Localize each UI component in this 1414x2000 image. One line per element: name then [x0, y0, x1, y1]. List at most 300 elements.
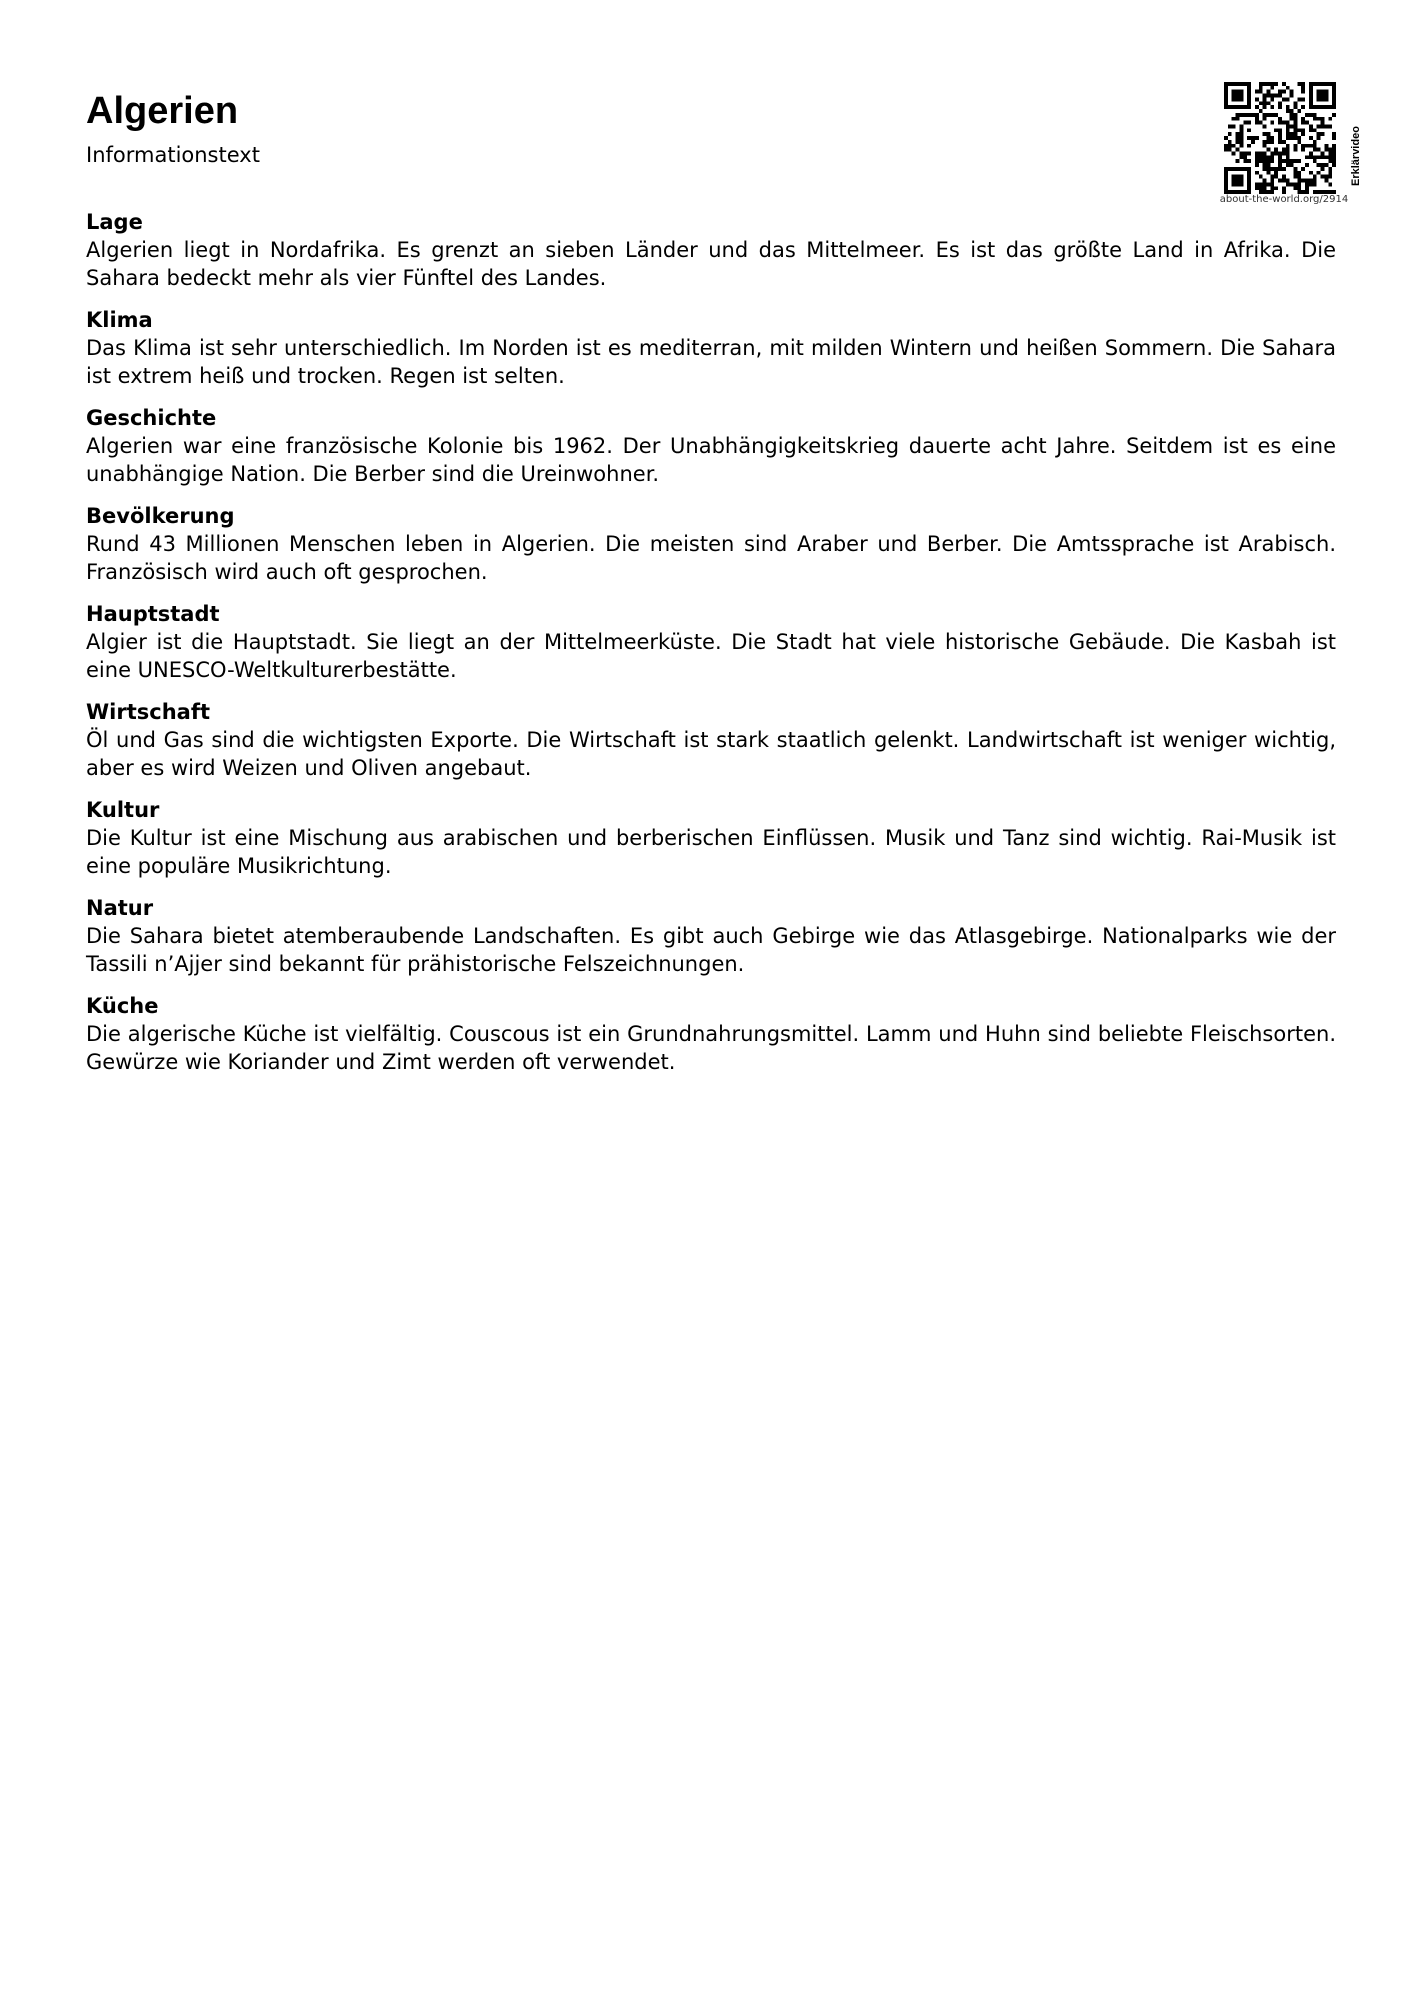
qr-module: [1294, 121, 1298, 125]
qr-module: [1321, 167, 1325, 171]
qr-module: [1324, 97, 1328, 101]
qr-module: [1239, 94, 1243, 98]
qr-module: [1317, 82, 1321, 86]
qr-module: [1270, 113, 1274, 117]
qr-module: [1301, 179, 1305, 183]
qr-module: [1324, 94, 1328, 98]
qr-url[interactable]: about-the-world.org/2914: [1219, 194, 1349, 205]
qr-module: [1305, 179, 1309, 183]
qr-module: [1274, 152, 1278, 156]
section-heading: Hauptstadt: [86, 602, 220, 626]
qr-module: [1243, 105, 1247, 109]
qr-module: [1286, 155, 1290, 159]
qr-module: [1286, 109, 1290, 113]
qr-module: [1332, 82, 1336, 86]
qr-module: [1232, 175, 1236, 179]
qr-module: [1301, 144, 1305, 148]
qr-module: [1243, 121, 1247, 125]
qr-module: [1251, 113, 1255, 117]
qr-module: [1251, 136, 1255, 140]
qr-module: [1239, 182, 1243, 186]
qr-module: [1270, 97, 1274, 101]
qr-module: [1282, 97, 1286, 101]
qr-module: [1286, 182, 1290, 186]
section-text: Öl und Gas sind die wichtigsten Exporte. Die Wirtschaft ist stark staatlich gelenkt. Landwirtschaft ist weniger wichtig, aber es wird Weizen und Oliven angebaut.: [86, 728, 1336, 780]
qr-module: [1274, 94, 1278, 98]
qr-module: [1309, 144, 1313, 148]
qr-module: [1263, 186, 1267, 190]
qr-module: [1255, 121, 1259, 125]
qr-module: [1278, 128, 1282, 132]
qr-module: [1263, 82, 1267, 86]
qr-module: [1321, 97, 1325, 101]
qr-module: [1294, 144, 1298, 148]
qr-module: [1301, 132, 1305, 136]
qr-module: [1247, 90, 1251, 94]
qr-module: [1266, 90, 1270, 94]
qr-module: [1239, 124, 1243, 128]
qr-module: [1328, 117, 1332, 121]
section-heading: Geschichte: [86, 406, 217, 430]
qr-module: [1294, 167, 1298, 171]
section-text: Algier ist die Hauptstadt. Sie liegt an der Mittelmeerküste. Die Stadt hat viele historische Gebäude. Die Kasbah ist eine UNESCO-Weltkulturerbestätte.: [86, 630, 1336, 682]
qr-module: [1309, 136, 1313, 140]
qr-module: [1324, 124, 1328, 128]
qr-module: [1309, 128, 1313, 132]
qr-module: [1297, 186, 1301, 190]
qr-module: [1294, 175, 1298, 179]
qr-module: [1263, 94, 1267, 98]
qr-module: [1324, 144, 1328, 148]
qr-module: [1266, 167, 1270, 171]
qr-module: [1274, 167, 1278, 171]
qr-module: [1309, 155, 1313, 159]
qr-module: [1332, 155, 1336, 159]
qr-module: [1239, 140, 1243, 144]
qr-module: [1224, 186, 1228, 190]
qr-module: [1278, 140, 1282, 144]
qr-module: [1266, 132, 1270, 136]
qr-module: [1255, 97, 1259, 101]
qr-module: [1301, 121, 1305, 125]
qr-module: [1328, 105, 1332, 109]
qr-module: [1266, 155, 1270, 159]
qr-module: [1232, 90, 1236, 94]
qr-module: [1309, 182, 1313, 186]
qr-module: [1286, 105, 1290, 109]
qr-module: [1266, 163, 1270, 167]
qr-module: [1247, 136, 1251, 140]
qr-module: [1270, 94, 1274, 98]
qr-module: [1294, 136, 1298, 140]
section-geschichte: [86, 404, 1336, 488]
qr-module: [1263, 113, 1267, 117]
qr-module: [1309, 97, 1313, 101]
page-title: Algerien: [86, 90, 239, 132]
qr-module: [1266, 94, 1270, 98]
qr-module: [1228, 167, 1232, 171]
qr-module: [1224, 148, 1228, 152]
qr-module: [1270, 155, 1274, 159]
qr-module: [1259, 101, 1263, 105]
qr-module: [1324, 155, 1328, 159]
qr-module: [1286, 152, 1290, 156]
section-heading: Lage: [86, 210, 143, 234]
page-subtitle: Informationstext: [86, 143, 260, 167]
qr-module: [1247, 159, 1251, 163]
qr-module: [1266, 171, 1270, 175]
qr-module: [1266, 101, 1270, 105]
qr-module: [1259, 155, 1263, 159]
qr-module: [1317, 105, 1321, 109]
qr-module: [1282, 82, 1286, 86]
qr-module: [1309, 113, 1313, 117]
qr-module: [1286, 144, 1290, 148]
qr-module: [1236, 82, 1240, 86]
section-text: Algerien liegt in Nordafrika. Es grenzt an sieben Länder und das Mittelmeer. Es ist das größte Land in Afrika. Die Sahara bedeckt mehr als vier Fünftel des Landes.: [86, 238, 1336, 290]
section-heading: Kultur: [86, 798, 160, 822]
qr-module: [1309, 86, 1313, 90]
qr-module: [1313, 82, 1317, 86]
qr-module: [1294, 159, 1298, 163]
qr-module: [1305, 113, 1309, 117]
qr-module: [1313, 182, 1317, 186]
qr-module: [1247, 179, 1251, 183]
qr-module: [1332, 113, 1336, 117]
qr-module: [1332, 159, 1336, 163]
qr-module: [1305, 155, 1309, 159]
qr-module: [1321, 82, 1325, 86]
qr-module: [1255, 171, 1259, 175]
qr-module: [1294, 148, 1298, 152]
qr-module: [1247, 82, 1251, 86]
qr-module: [1274, 175, 1278, 179]
qr-module: [1282, 121, 1286, 125]
qr-module: [1232, 179, 1236, 183]
qr-module: [1263, 117, 1267, 121]
qr-module: [1228, 124, 1232, 128]
qr-module: [1259, 152, 1263, 156]
qr-module: [1224, 86, 1228, 90]
qr-module: [1255, 105, 1259, 109]
qr-module: [1228, 144, 1232, 148]
section-heading: Natur: [86, 896, 154, 920]
qr-module: [1317, 94, 1321, 98]
qr-module: [1239, 105, 1243, 109]
qr-module: [1266, 82, 1270, 86]
qr-module: [1324, 179, 1328, 183]
qr-module: [1328, 182, 1332, 186]
qr-module: [1321, 105, 1325, 109]
qr-module: [1313, 144, 1317, 148]
qr-module: [1290, 117, 1294, 121]
qr-module: [1328, 167, 1332, 171]
qr-module: [1278, 101, 1282, 105]
qr-module: [1301, 105, 1305, 109]
qr-module: [1263, 124, 1267, 128]
qr-module: [1255, 159, 1259, 163]
qr-module: [1286, 86, 1290, 90]
qr-module: [1317, 163, 1321, 167]
qr-module: [1270, 182, 1274, 186]
qr-module: [1297, 182, 1301, 186]
section-text: Die Kultur ist eine Mischung aus arabischen und berberischen Einflüssen. Musik und Tanz sind wichtig. Rai-Musik ist eine populäre Musikrichtung.: [86, 826, 1336, 878]
qr-module: [1313, 155, 1317, 159]
qr-module: [1328, 124, 1332, 128]
qr-module: [1259, 159, 1263, 163]
qr-module: [1247, 86, 1251, 90]
qr-module: [1309, 152, 1313, 156]
qr-module: [1270, 179, 1274, 183]
qr-module: [1332, 86, 1336, 90]
qr-module: [1266, 148, 1270, 152]
qr-module: [1239, 155, 1243, 159]
qr-module: [1278, 136, 1282, 140]
qr-module: [1236, 132, 1240, 136]
qr-module: [1247, 97, 1251, 101]
qr-module: [1313, 140, 1317, 144]
qr-module: [1305, 144, 1309, 148]
qr-module: [1259, 175, 1263, 179]
qr-module: [1263, 167, 1267, 171]
qr-module: [1290, 163, 1294, 167]
qr-module: [1263, 105, 1267, 109]
qr-module: [1263, 163, 1267, 167]
qr-module: [1278, 121, 1282, 125]
qr-module: [1321, 152, 1325, 156]
qr-module: [1301, 86, 1305, 90]
section-heading: Bevölkerung: [86, 504, 235, 528]
qr-module: [1282, 179, 1286, 183]
qr-module: [1263, 182, 1267, 186]
qr-module: [1328, 171, 1332, 175]
qr-module: [1232, 94, 1236, 98]
qr-module: [1297, 179, 1301, 183]
qr-module: [1294, 182, 1298, 186]
qr-module: [1328, 148, 1332, 152]
qr-module: [1290, 94, 1294, 98]
qr-module: [1321, 90, 1325, 94]
qr-module: [1286, 148, 1290, 152]
qr-module: [1243, 82, 1247, 86]
qr-module: [1232, 124, 1236, 128]
qr-module: [1294, 101, 1298, 105]
qr-module: [1332, 136, 1336, 140]
qr-module: [1286, 121, 1290, 125]
qr-module: [1324, 148, 1328, 152]
qr-module: [1309, 171, 1313, 175]
qr-module: [1305, 163, 1309, 167]
qr-module: [1332, 148, 1336, 152]
section-text: Die algerische Küche ist vielfältig. Couscous ist ein Grundnahrungsmittel. Lamm und Huhn sind beliebte Fleischsorten. Gewürze wie Koriander und Zimt werden oft verwendet.: [86, 1022, 1336, 1074]
qr-module: [1305, 182, 1309, 186]
qr-module: [1286, 179, 1290, 183]
qr-module: [1313, 159, 1317, 163]
qr-module: [1224, 179, 1228, 183]
qr-module: [1239, 144, 1243, 148]
qr-module: [1270, 186, 1274, 190]
qr-module: [1247, 94, 1251, 98]
qr-module: [1309, 90, 1313, 94]
qr-module: [1247, 101, 1251, 105]
qr-module: [1278, 159, 1282, 163]
qr-module: [1247, 121, 1251, 125]
qr-module: [1270, 159, 1274, 163]
qr-module: [1328, 159, 1332, 163]
qr-module: [1321, 121, 1325, 125]
qr-module: [1274, 186, 1278, 190]
qr-module: [1321, 163, 1325, 167]
qr-module: [1332, 132, 1336, 136]
qr-module: [1239, 90, 1243, 94]
qr-module: [1255, 152, 1259, 156]
qr-module: [1297, 171, 1301, 175]
qr-module: [1313, 117, 1317, 121]
qr-module: [1301, 97, 1305, 101]
qr-module: [1232, 97, 1236, 101]
qr-module: [1294, 171, 1298, 175]
qr-module: [1297, 140, 1301, 144]
qr-module: [1239, 167, 1243, 171]
qr-module: [1297, 128, 1301, 132]
qr-module: [1286, 132, 1290, 136]
qr-module: [1332, 144, 1336, 148]
qr-module: [1228, 148, 1232, 152]
qr-module: [1297, 97, 1301, 101]
qr-module: [1282, 175, 1286, 179]
qr-side-label: Erklärvideo: [1350, 126, 1362, 186]
qr-module: [1255, 136, 1259, 140]
qr-module: [1332, 90, 1336, 94]
qr-module: [1274, 148, 1278, 152]
qr-module: [1259, 82, 1263, 86]
qr-module: [1286, 136, 1290, 140]
qr-module: [1228, 105, 1232, 109]
qr-module: [1317, 97, 1321, 101]
qr-module: [1236, 140, 1240, 144]
qr-module: [1266, 140, 1270, 144]
qr-module: [1251, 140, 1255, 144]
qr-module: [1239, 136, 1243, 140]
qr-module: [1317, 171, 1321, 175]
qr-module: [1224, 171, 1228, 175]
qr-module: [1228, 82, 1232, 86]
qr-module: [1263, 144, 1267, 148]
qr-module: [1259, 186, 1263, 190]
qr-module: [1317, 124, 1321, 128]
qr-module: [1232, 182, 1236, 186]
qr-module: [1236, 94, 1240, 98]
qr-module: [1236, 148, 1240, 152]
qr-module: [1290, 159, 1294, 163]
qr-module: [1243, 152, 1247, 156]
qr-module: [1236, 179, 1240, 183]
qr-module: [1309, 82, 1313, 86]
qr-module: [1270, 140, 1274, 144]
qr-module: [1266, 136, 1270, 140]
qr-module: [1290, 124, 1294, 128]
qr-module: [1255, 117, 1259, 121]
qr-module: [1297, 136, 1301, 140]
qr-module: [1313, 105, 1317, 109]
qr-module: [1236, 117, 1240, 121]
qr-module: [1232, 144, 1236, 148]
qr-module: [1278, 155, 1282, 159]
qr-module: [1274, 128, 1278, 132]
sections: [86, 208, 1336, 1090]
qr-module: [1247, 105, 1251, 109]
qr-module: [1321, 124, 1325, 128]
qr-module: [1297, 82, 1301, 86]
qr-module: [1274, 113, 1278, 117]
qr-module: [1294, 117, 1298, 121]
qr-module: [1239, 113, 1243, 117]
qr-module: [1263, 132, 1267, 136]
qr-module: [1263, 140, 1267, 144]
qr-module: [1328, 152, 1332, 156]
qr-module: [1290, 182, 1294, 186]
qr-module: [1317, 117, 1321, 121]
qr-module: [1286, 163, 1290, 167]
qr-module: [1236, 113, 1240, 117]
qr-module: [1243, 113, 1247, 117]
qr-code-icon[interactable]: [1224, 82, 1336, 194]
qr-module: [1332, 105, 1336, 109]
qr-module: [1313, 175, 1317, 179]
qr-module: [1282, 159, 1286, 163]
qr-module: [1305, 186, 1309, 190]
qr-module: [1232, 117, 1236, 121]
section-wirtschaft: [86, 698, 1336, 782]
qr-module: [1313, 148, 1317, 152]
qr-module: [1321, 155, 1325, 159]
qr-module: [1290, 136, 1294, 140]
qr-module: [1301, 167, 1305, 171]
qr-module: [1270, 121, 1274, 125]
qr-module: [1282, 148, 1286, 152]
qr-module: [1270, 167, 1274, 171]
qr-module: [1232, 82, 1236, 86]
qr-module: [1232, 105, 1236, 109]
qr-module: [1286, 128, 1290, 132]
qr-module: [1294, 113, 1298, 117]
qr-module: [1236, 175, 1240, 179]
qr-module: [1290, 90, 1294, 94]
qr-module: [1224, 182, 1228, 186]
qr-module: [1328, 175, 1332, 179]
qr-module: [1313, 128, 1317, 132]
section-kultur: [86, 796, 1336, 880]
qr-module: [1243, 159, 1247, 163]
qr-module: [1266, 113, 1270, 117]
qr-module: [1236, 90, 1240, 94]
qr-module: [1317, 90, 1321, 94]
qr-module: [1247, 152, 1251, 156]
section-klima: [86, 306, 1336, 390]
qr-module: [1278, 167, 1282, 171]
qr-module: [1239, 132, 1243, 136]
qr-module: [1332, 97, 1336, 101]
qr-module: [1247, 182, 1251, 186]
qr-module: [1270, 136, 1274, 140]
qr-module: [1224, 167, 1228, 171]
qr-module: [1278, 105, 1282, 109]
qr-module: [1247, 167, 1251, 171]
qr-module: [1294, 124, 1298, 128]
qr-module: [1313, 113, 1317, 117]
qr-module: [1255, 90, 1259, 94]
qr-module: [1263, 101, 1267, 105]
